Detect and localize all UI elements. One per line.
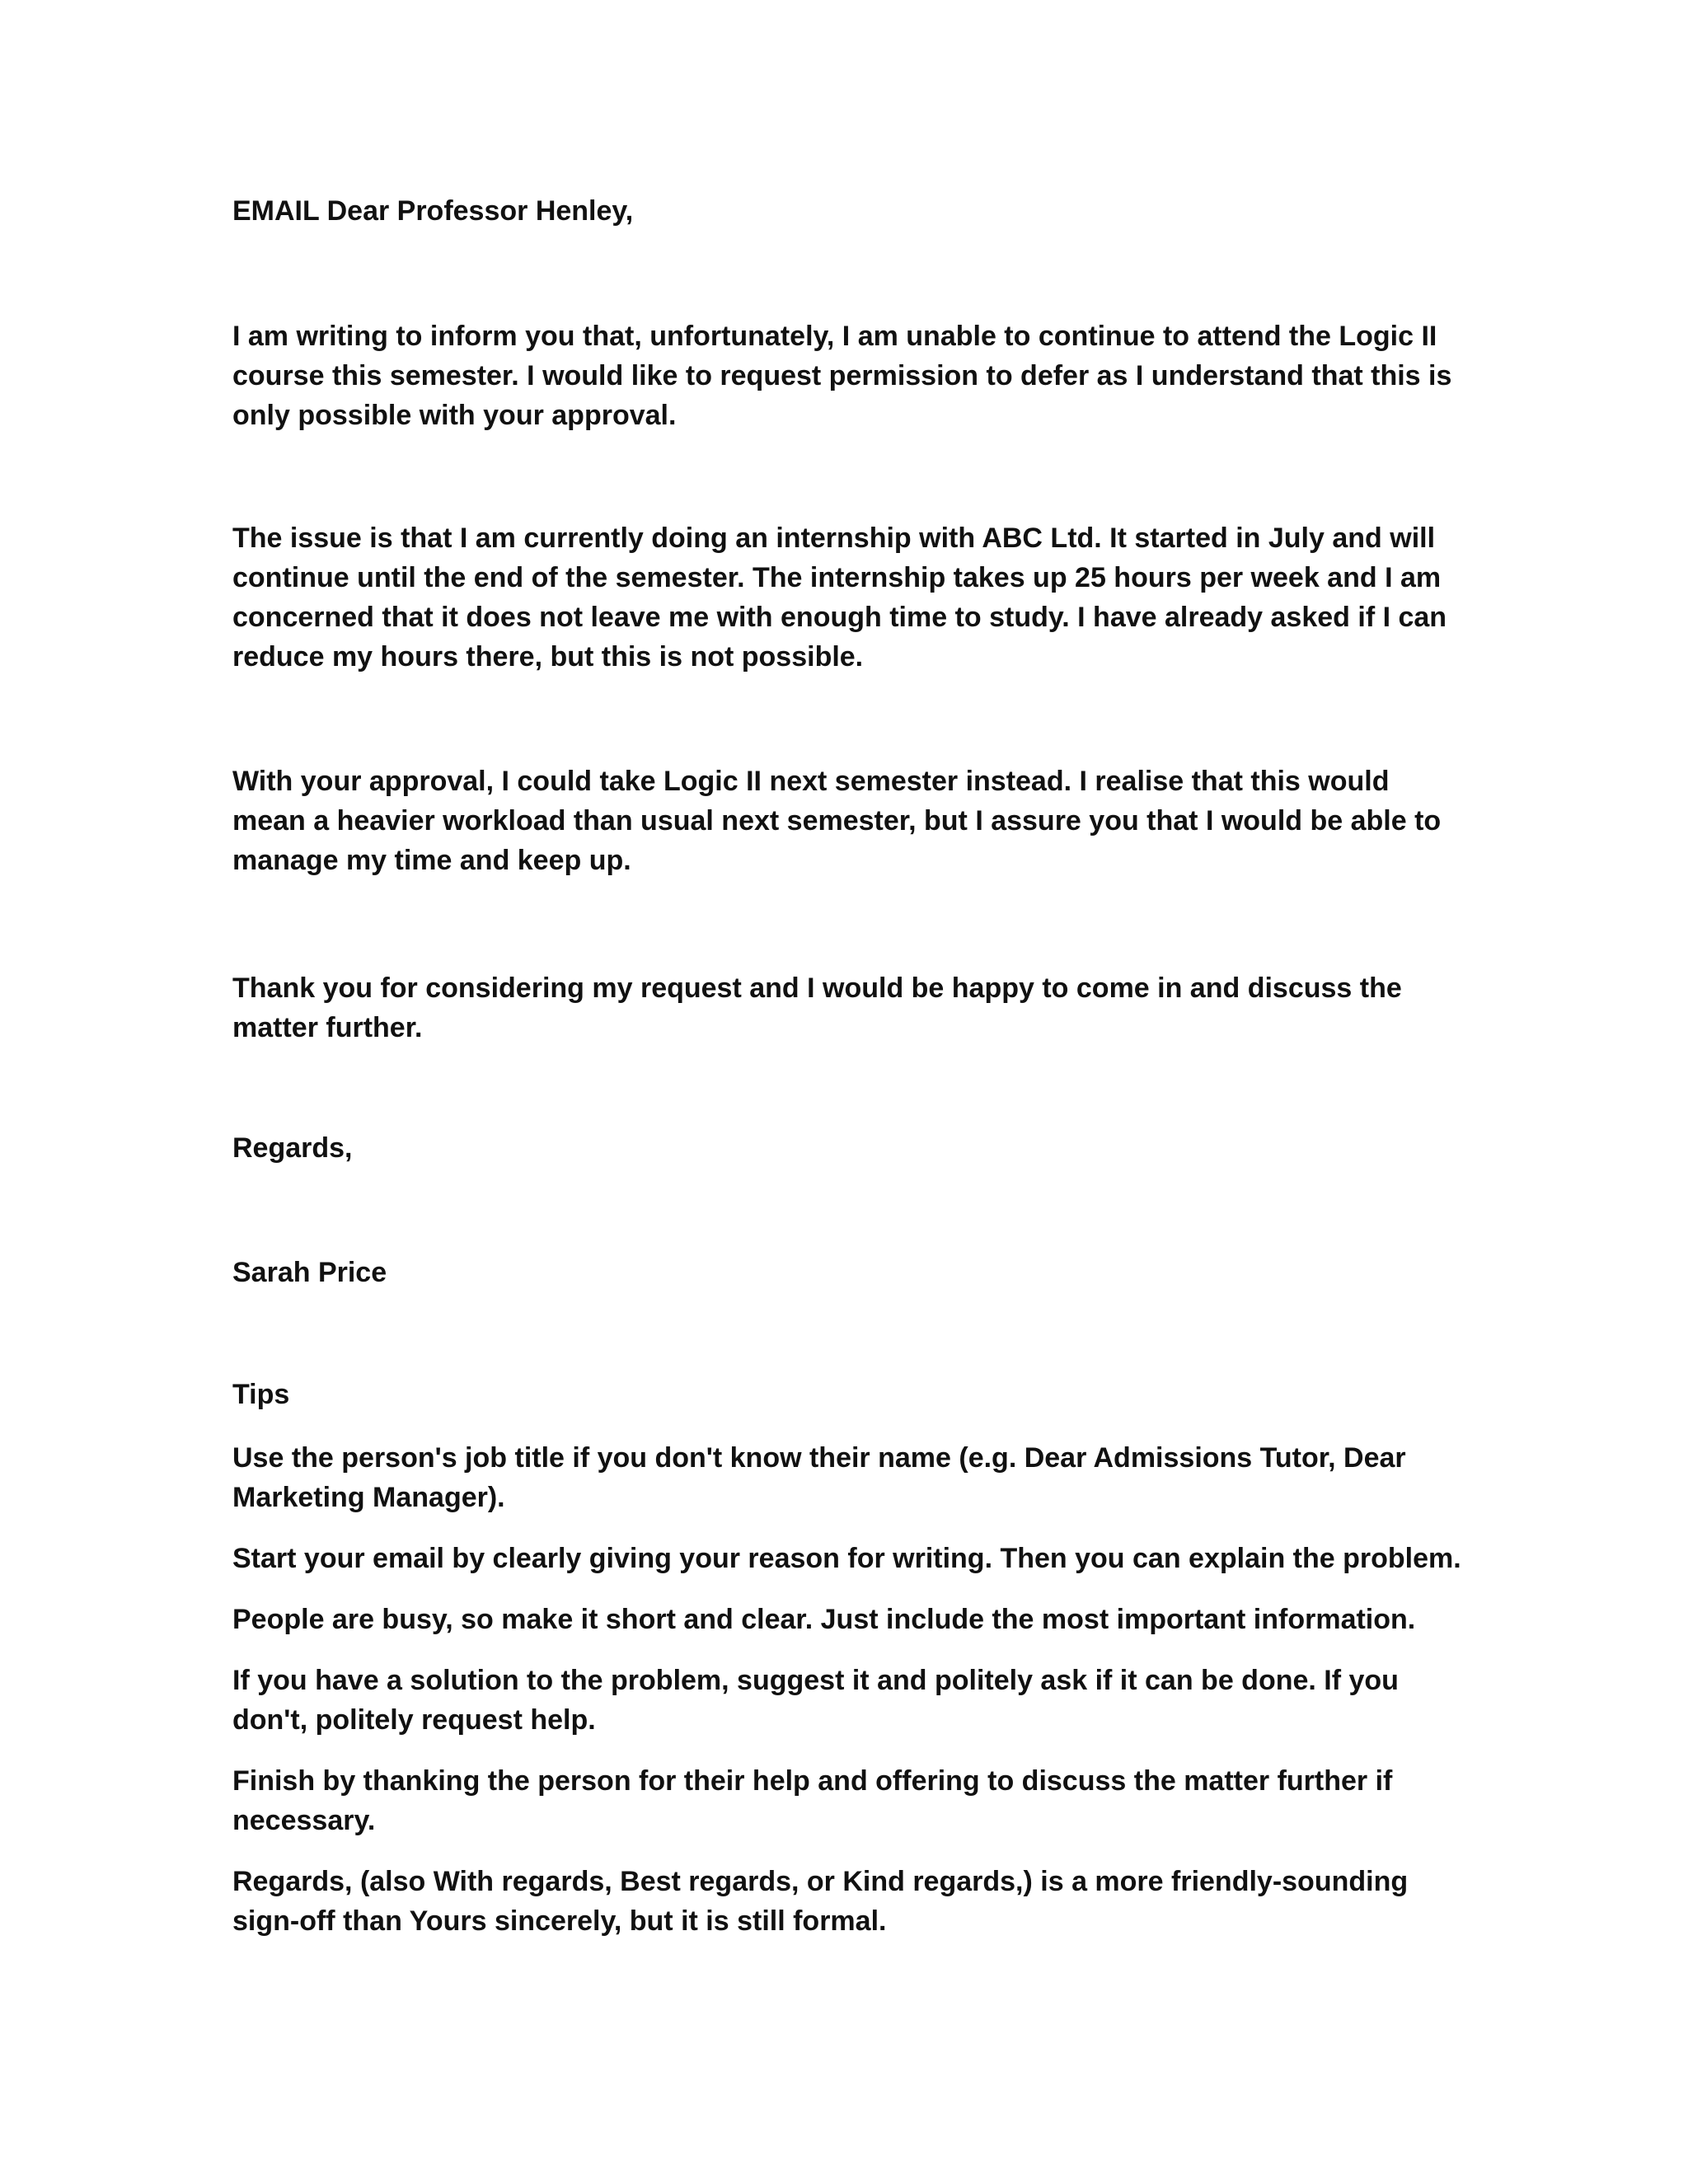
tip-item: Regards, (also With regards, Best regards, or Kind regards,) is a more friendly-sounding sign-off than Yours sincerely, but it is still formal. xyxy=(232,1866,1409,1937)
tip-item: If you have a solution to the problem, suggest it and politely ask if it can be done. If you don't, politely request help. xyxy=(232,1665,1399,1736)
body-paragraph: I am writing to inform you that, unfortunately, I am unable to continue to attend the Logic II course this semester. I would like to request permission to defer as I understand that this is only possible with your approval. xyxy=(232,321,1452,431)
signature: Sarah Price xyxy=(232,1257,387,1288)
tips-heading: Tips xyxy=(232,1379,290,1410)
tips-list xyxy=(232,1438,1469,1962)
tip-item: Use the person's job title if you don't know their name (e.g. Dear Admissions Tutor, Dear Marketing Manager). xyxy=(232,1442,1406,1513)
body-paragraph: With your approval, I could take Logic II next semester instead. I realise that this would mean a heavier workload than usual next semester, but I assure you that I would be able to manage my time and keep up. xyxy=(232,766,1442,876)
salutation: EMAIL Dear Professor Henley, xyxy=(232,195,634,227)
body-paragraph: The issue is that I am currently doing an internship with ABC Ltd. It started in July and will continue until the end of the semester. The internship takes up 25 hours per week and I am concerned that it does not leave me with enough time to study. I have already asked if I can reduce my hours there, but this is not possible. xyxy=(232,523,1447,673)
tip-item: People are busy, so make it short and clear. Just include the most important information. xyxy=(232,1604,1416,1635)
tip-item: Start your email by clearly giving your reason for writing. Then you can explain the problem. xyxy=(232,1543,1461,1574)
closing: Regards, xyxy=(232,1132,353,1164)
tip-item: Finish by thanking the person for their help and offering to discuss the matter further if necessary. xyxy=(232,1765,1393,1836)
body-paragraph: Thank you for considering my request and I would be happy to come in and discuss the matter further. xyxy=(232,972,1402,1043)
